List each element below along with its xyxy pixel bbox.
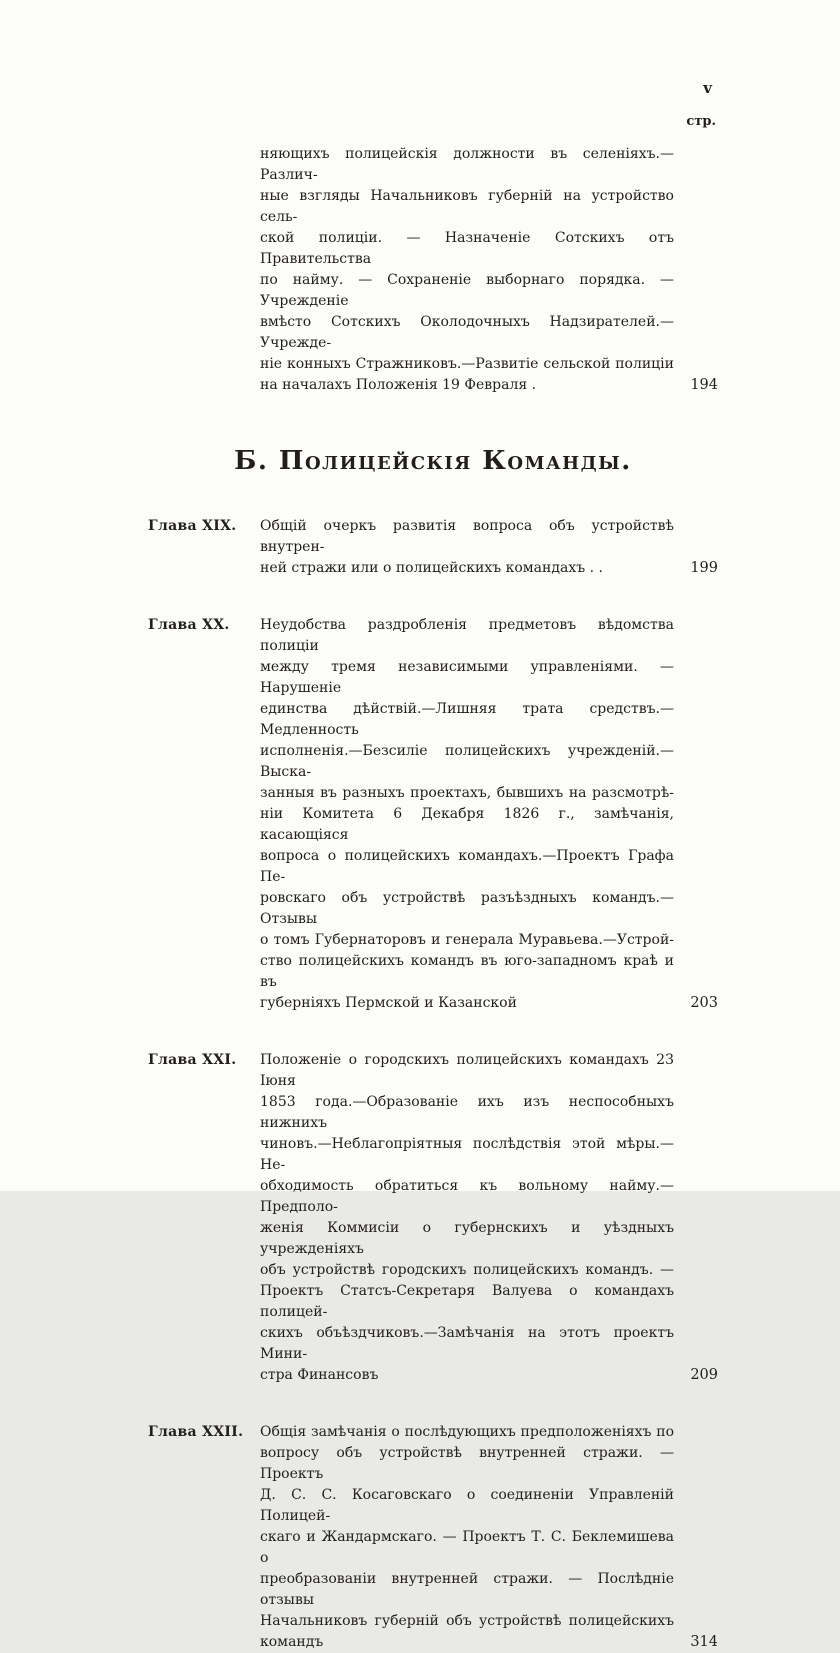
toc-text-line: вопросу объ устройствѣ внутренней стражи. — Проектъ [260,1445,674,1482]
toc-text-line: занныя въ разныхъ проектахъ, бывшихъ на разсмотрѣ- [260,785,674,801]
chapter-label: Глава XX. [148,617,230,633]
entry-text [260,1422,674,1653]
page-number: 314 [690,1634,718,1650]
toc-text-line: скаго и Жандармскаго. — Проектъ Т. С. Беклемишева о [260,1529,674,1566]
entry-text [260,1050,674,1386]
toc-text-line: Неудобства раздробленія предметовъ вѣдомства полиціи [260,617,674,654]
toc-text-line: няющихъ полицейскія должности въ селеніяхъ.—Различ- [260,146,674,183]
toc-text-line: на началахъ Положенія 19 Февраля . [260,377,537,393]
toc-text-line: Общія замѣчанія о послѣдующихъ предположеніяхъ по [260,1424,674,1440]
toc-text-line: губерніяхъ Пермской и Казанской [260,995,517,1011]
page-number: 209 [690,1367,718,1383]
chapter-label: Глава XXI. [148,1052,237,1068]
entry-text [260,516,674,579]
toc-text-line: ные взгляды Начальниковъ губерній на устройство сель- [260,188,674,225]
page-column-header: стр. [686,114,716,129]
toc-text-line: обходимость обратиться къ вольному найму.—Предполо- [260,1178,674,1215]
toc-text-line: вмѣсто Сотскихъ Околодочныхъ Надзирателей.—Учрежде- [260,314,674,351]
chapter-label-empty [148,144,260,396]
folio-number: v [703,79,712,97]
section-heading: Б. Полицейскія Команды. [234,446,632,476]
toc-text-line: о томъ Губернаторовъ и генерала Муравьева.—Устрой- [260,932,674,948]
page-number: 199 [690,560,718,576]
toc-text-line: Начальниковъ губерній объ устройствѣ полицейскихъ [260,1613,674,1629]
toc-entry [148,516,718,579]
toc-text-line: Положеніе о городскихъ полицейскихъ командахъ 23 Іюня [260,1052,674,1089]
toc-text-line: единства дѣйствій.—Лишняя трата средствъ.—Медленность [260,701,674,738]
toc-text-line: ровскаго объ устройствѣ разъѣздныхъ командъ.—Отзывы [260,890,674,927]
toc-text-line: по найму. — Сохраненіе выборнаго порядка. — Учрежденіе [260,272,674,309]
toc-text-line: женія Коммисіи о губернскихъ и уѣздныхъ учрежденіяхъ [260,1220,674,1257]
toc-text-line: Общій очеркъ развитія вопроса объ устройствѣ внутрен- [260,518,674,555]
toc-entry [148,615,718,1014]
toc-text-line: стра Финансовъ [260,1367,379,1383]
page-number: 194 [690,377,718,393]
toc-text-line: преобразованіи внутренней стражи. — Послѣдніе отзывы [260,1571,674,1608]
toc-entry-continuation [148,144,718,396]
chapter-label: Глава XXII. [148,1424,244,1440]
toc-text-line: командъ [260,1634,324,1650]
toc-text-line: чиновъ.—Неблагопріятныя послѣдствія этой мѣры.—Не- [260,1136,674,1173]
toc-text-line: ской полиціи. — Назначеніе Сотскихъ отъ Правительства [260,230,674,267]
chapter-label: Глава XIX. [148,518,237,534]
toc-text-line: вопроса о полицейскихъ командахъ.—Проектъ Графа Пе- [260,848,674,885]
toc-text-line: ней стражи или о полицейскихъ командахъ . . [260,560,603,576]
toc-entry [148,1050,718,1386]
toc-text-line: ніи Комитета 6 Декабря 1826 г., замѣчанія, касающіяся [260,806,674,843]
toc-text-line: скихъ объѣздчиковъ.—Замѣчанія на этотъ проектъ Мини- [260,1325,674,1362]
toc-text-line: ніе конныхъ Стражниковъ.—Развитіе сельской полиціи [260,356,674,372]
toc-text-line: объ устройствѣ городскихъ полицейскихъ командъ. — [260,1262,674,1278]
toc-text-line: Проектъ Статсъ-Секретаря Валуева о командахъ полицей- [260,1283,674,1320]
toc-text-line: ство полицейскихъ командъ въ юго-западномъ краѣ и въ [260,953,674,990]
toc-text-line: 1853 года.—Образованіе ихъ изъ неспособныхъ нижнихъ [260,1094,674,1131]
entry-text [260,615,674,1014]
toc-entry [148,1422,718,1653]
toc-text-line: между тремя независимыми управленіями. — Нарушеніе [260,659,674,696]
page-number: 203 [690,995,718,1011]
toc-text-line: исполненія.—Безсиліе полицейскихъ учрежденій.—Выска- [260,743,674,780]
entry-text [260,144,674,396]
toc-text-line: Д. С. С. Косаговскаго о соединеніи Управленій Полицей- [260,1487,674,1524]
